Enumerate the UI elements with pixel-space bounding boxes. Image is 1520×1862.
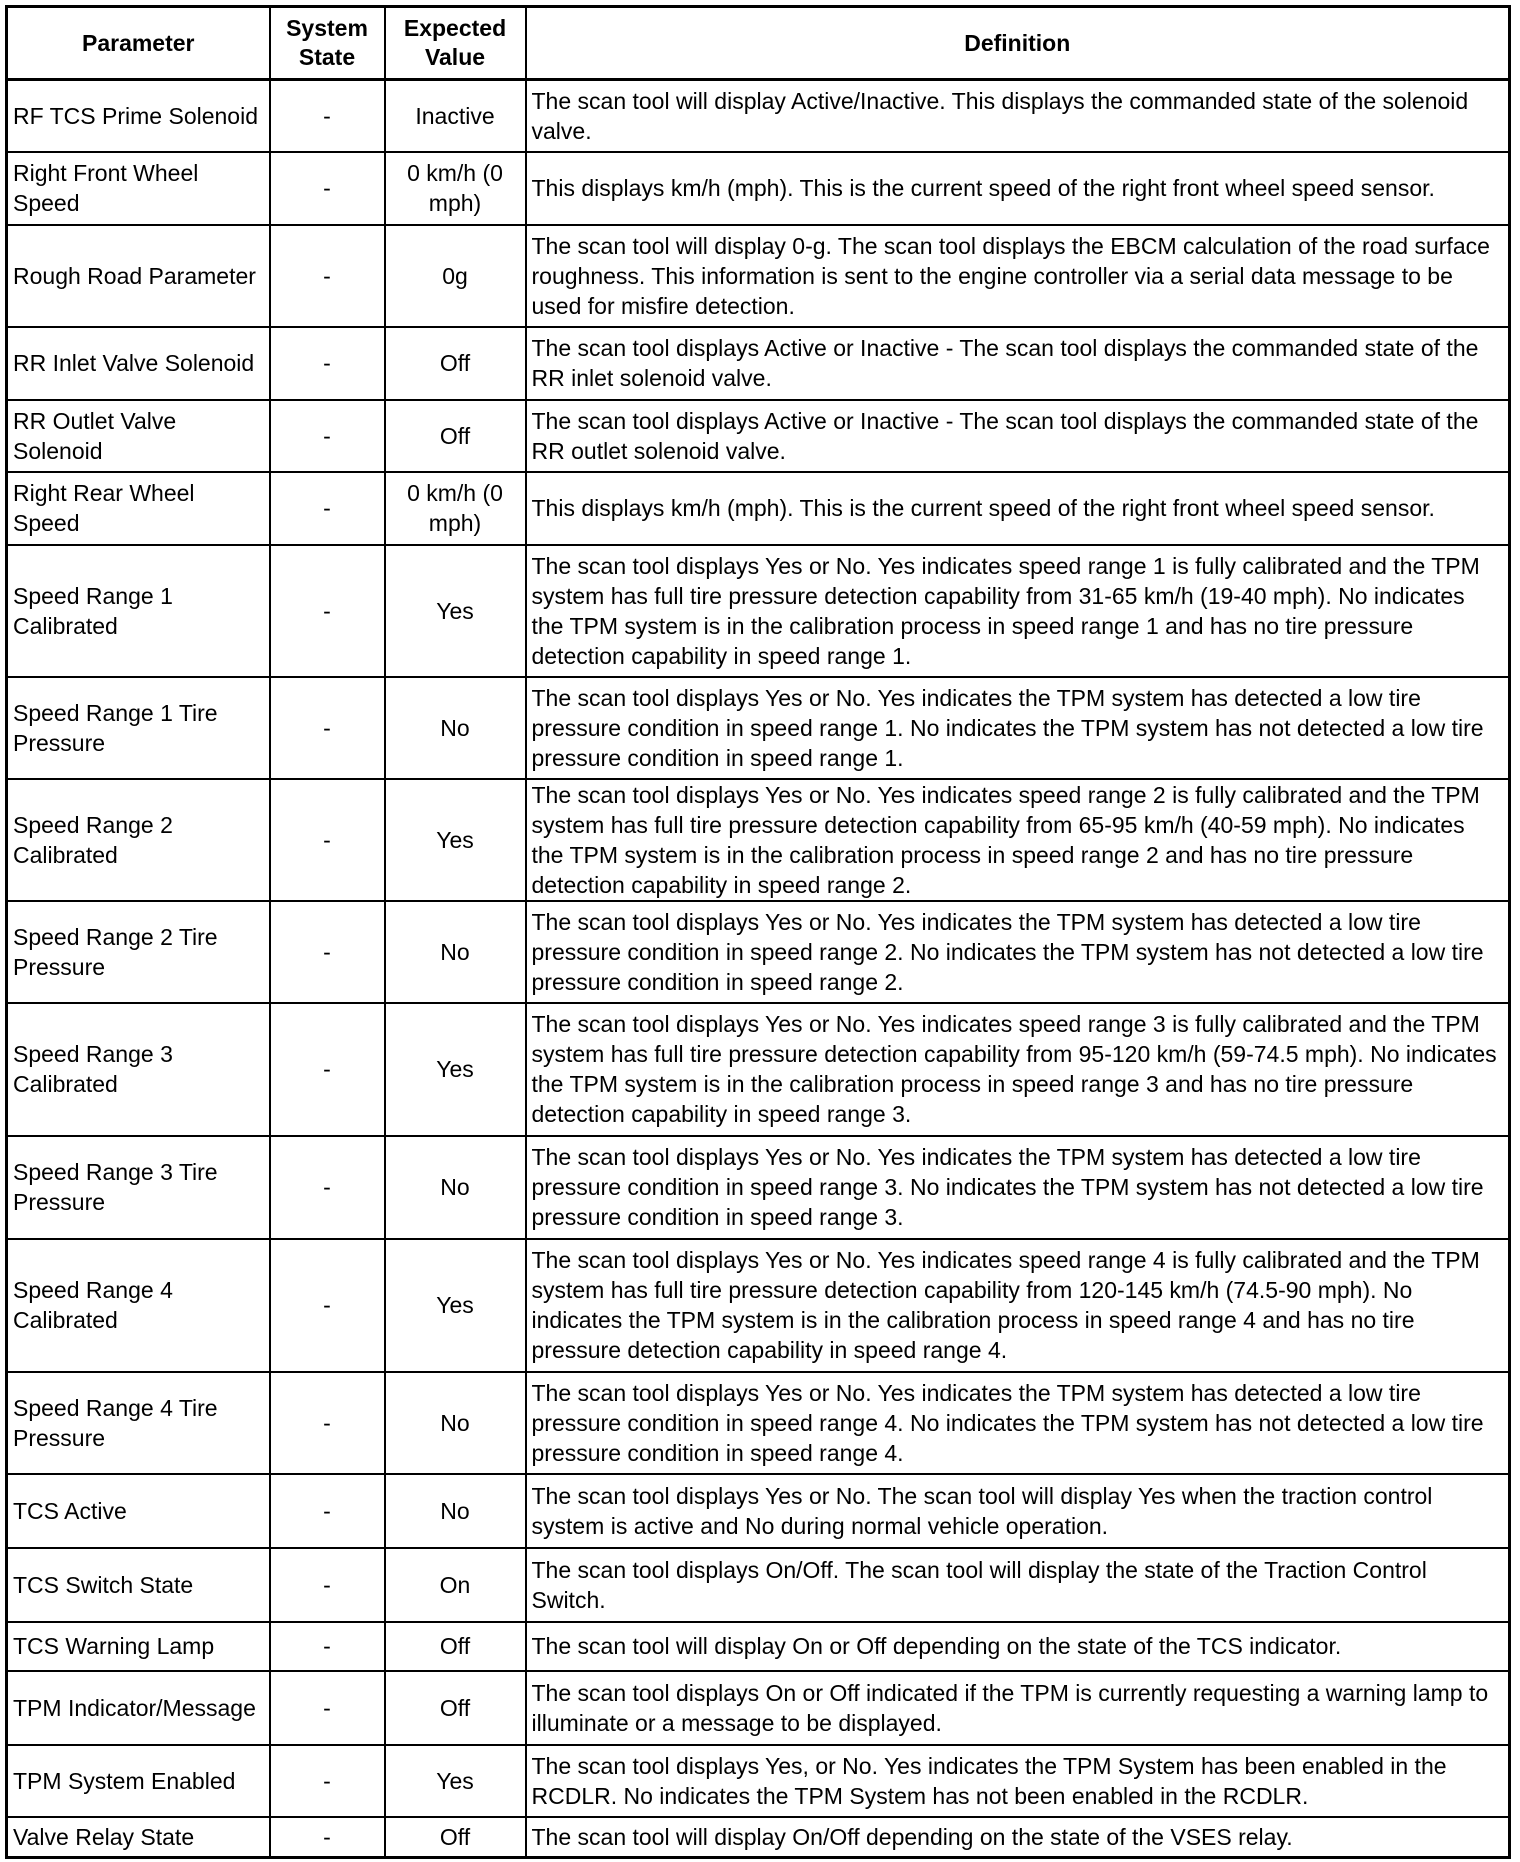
expected-value-cell: No: [385, 1372, 526, 1474]
system-state-cell: -: [270, 400, 385, 472]
definition-cell: This displays km/h (mph). This is the current speed of the right front wheel speed sensor.: [526, 152, 1510, 225]
table-row: [7, 1136, 1510, 1239]
parameter-cell: Speed Range 2 Calibrated: [7, 779, 270, 901]
expected-value-cell: Inactive: [385, 80, 526, 152]
system-state-cell: -: [270, 1239, 385, 1372]
table-header: [7, 7, 1510, 80]
parameter-cell: TPM Indicator/Message: [7, 1671, 270, 1745]
definition-cell: The scan tool displays Yes or No. Yes indicates the TPM system has detected a low tire pressure condition in speed range 1. No indicates the TPM system has not detected a low tire pressure condition in speed range 1.: [526, 677, 1510, 779]
definition-cell: The scan tool displays On/Off. The scan tool will display the state of the Traction Control Switch.: [526, 1548, 1510, 1622]
header-definition: Definition: [526, 7, 1510, 80]
parameter-cell: Speed Range 2 Tire Pressure: [7, 901, 270, 1003]
definition-cell: This displays km/h (mph). This is the current speed of the right front wheel speed sensor.: [526, 472, 1510, 545]
definition-cell: The scan tool displays Yes or No. Yes indicates speed range 4 is fully calibrated and the TPM system has full tire pressure detection capability from 120-145 km/h (74.5-90 mph). No indicates the TPM system is in the calibration process in speed range 4 and has no tire pressure detection capability in speed range 4.: [526, 1239, 1510, 1372]
parameter-cell: Speed Range 3 Tire Pressure: [7, 1136, 270, 1239]
parameter-cell: Valve Relay State: [7, 1817, 270, 1858]
definition-cell: The scan tool displays Yes, or No. Yes indicates the TPM System has been enabled in the RCDLR. No indicates the TPM System has not been enabled in the RCDLR.: [526, 1745, 1510, 1817]
table-row: [7, 1239, 1510, 1372]
table-row: [7, 400, 1510, 472]
table-row: [7, 1474, 1510, 1548]
expected-value-cell: Yes: [385, 779, 526, 901]
table-row: [7, 1745, 1510, 1817]
system-state-cell: -: [270, 472, 385, 545]
expected-value-cell: No: [385, 1136, 526, 1239]
parameter-cell: Speed Range 3 Calibrated: [7, 1003, 270, 1136]
expected-value-cell: Off: [385, 400, 526, 472]
system-state-cell: -: [270, 327, 385, 400]
definition-cell: The scan tool displays Yes or No. Yes indicates speed range 1 is fully calibrated and the TPM system has full tire pressure detection capability from 31-65 km/h (19-40 mph). No indicates the TPM system is in the calibration process in speed range 1 and has no tire pressure detection capability in speed range 1.: [526, 545, 1510, 677]
table-row: [7, 1622, 1510, 1671]
expected-value-cell: Off: [385, 1671, 526, 1745]
expected-value-cell: Off: [385, 1817, 526, 1858]
definition-cell: The scan tool displays On or Off indicated if the TPM is currently requesting a warning lamp to illuminate or a message to be displayed.: [526, 1671, 1510, 1745]
definition-cell: The scan tool displays Yes or No. Yes indicates the TPM system has detected a low tire pressure condition in speed range 4. No indicates the TPM system has not detected a low tire pressure condition in speed range 4.: [526, 1372, 1510, 1474]
parameter-cell: TCS Switch State: [7, 1548, 270, 1622]
parameter-cell: TPM System Enabled: [7, 1745, 270, 1817]
definition-cell: The scan tool displays Yes or No. Yes indicates speed range 3 is fully calibrated and the TPM system has full tire pressure detection capability from 95-120 km/h (59-74.5 mph). No indicates the TPM system is in the calibration process in speed range 3 and has no tire pressure detection capability in speed range 3.: [526, 1003, 1510, 1136]
parameter-cell: TCS Active: [7, 1474, 270, 1548]
expected-value-cell: 0g: [385, 225, 526, 327]
expected-value-cell: Yes: [385, 545, 526, 677]
expected-value-cell: Yes: [385, 1239, 526, 1372]
table-row: [7, 1817, 1510, 1858]
definition-cell: The scan tool will display 0-g. The scan tool displays the EBCM calculation of the road surface roughness. This information is sent to the engine controller via a serial data message to be used for misfire detection.: [526, 225, 1510, 327]
parameter-cell: Right Rear Wheel Speed: [7, 472, 270, 545]
parameter-cell: RR Outlet Valve Solenoid: [7, 400, 270, 472]
header-expected-value: Expected Value: [385, 7, 526, 80]
parameter-cell: Speed Range 4 Tire Pressure: [7, 1372, 270, 1474]
definition-cell: The scan tool will display Active/Inactive. This displays the commanded state of the solenoid valve.: [526, 80, 1510, 152]
table-body: [7, 80, 1510, 1858]
expected-value-cell: No: [385, 1474, 526, 1548]
parameter-table: [5, 5, 1511, 1859]
system-state-cell: -: [270, 80, 385, 152]
definition-cell: The scan tool displays Active or Inactive - The scan tool displays the commanded state of the RR inlet solenoid valve.: [526, 327, 1510, 400]
definition-cell: The scan tool will display On/Off depending on the state of the VSES relay.: [526, 1817, 1510, 1858]
definition-cell: The scan tool displays Active or Inactive - The scan tool displays the commanded state of the RR outlet solenoid valve.: [526, 400, 1510, 472]
system-state-cell: -: [270, 225, 385, 327]
header-parameter: Parameter: [7, 7, 270, 80]
table-row: [7, 1671, 1510, 1745]
expected-value-cell: 0 km/h (0 mph): [385, 152, 526, 225]
parameter-cell: Speed Range 4 Calibrated: [7, 1239, 270, 1372]
system-state-cell: -: [270, 1817, 385, 1858]
expected-value-cell: Yes: [385, 1003, 526, 1136]
header-row: [7, 7, 1510, 80]
table-row: [7, 472, 1510, 545]
parameter-cell: RR Inlet Valve Solenoid: [7, 327, 270, 400]
table-row: [7, 677, 1510, 779]
system-state-cell: -: [270, 1622, 385, 1671]
table-row: [7, 1003, 1510, 1136]
expected-value-cell: No: [385, 677, 526, 779]
system-state-cell: -: [270, 1474, 385, 1548]
parameter-cell: Speed Range 1 Calibrated: [7, 545, 270, 677]
system-state-cell: -: [270, 1003, 385, 1136]
system-state-cell: -: [270, 545, 385, 677]
table-row: [7, 80, 1510, 152]
expected-value-cell: On: [385, 1548, 526, 1622]
system-state-cell: -: [270, 779, 385, 901]
header-system-state: System State: [270, 7, 385, 80]
expected-value-cell: Yes: [385, 1745, 526, 1817]
definition-cell: The scan tool will display On or Off depending on the state of the TCS indicator.: [526, 1622, 1510, 1671]
definition-cell: The scan tool displays Yes or No. Yes indicates speed range 2 is fully calibrated and the TPM system has full tire pressure detection capability from 65-95 km/h (40-59 mph). No indicates the TPM system is in the calibration process in speed range 2 and has no tire pressure detection capability in speed range 2.: [526, 779, 1510, 901]
parameter-cell: Rough Road Parameter: [7, 225, 270, 327]
expected-value-cell: Off: [385, 327, 526, 400]
table-row: [7, 327, 1510, 400]
parameter-cell: TCS Warning Lamp: [7, 1622, 270, 1671]
parameter-cell: Speed Range 1 Tire Pressure: [7, 677, 270, 779]
system-state-cell: -: [270, 1372, 385, 1474]
parameter-cell: RF TCS Prime Solenoid: [7, 80, 270, 152]
table-row: [7, 901, 1510, 1003]
table-row: [7, 225, 1510, 327]
table-row: [7, 1372, 1510, 1474]
system-state-cell: -: [270, 1745, 385, 1817]
table-row: [7, 545, 1510, 677]
system-state-cell: -: [270, 1136, 385, 1239]
table-row: [7, 779, 1510, 901]
system-state-cell: -: [270, 1671, 385, 1745]
system-state-cell: -: [270, 152, 385, 225]
definition-cell: The scan tool displays Yes or No. Yes indicates the TPM system has detected a low tire pressure condition in speed range 2. No indicates the TPM system has not detected a low tire pressure condition in speed range 2.: [526, 901, 1510, 1003]
system-state-cell: -: [270, 677, 385, 779]
parameter-cell: Right Front Wheel Speed: [7, 152, 270, 225]
expected-value-cell: No: [385, 901, 526, 1003]
table-row: [7, 152, 1510, 225]
definition-cell: The scan tool displays Yes or No. Yes indicates the TPM system has detected a low tire pressure condition in speed range 3. No indicates the TPM system has not detected a low tire pressure condition in speed range 3.: [526, 1136, 1510, 1239]
expected-value-cell: 0 km/h (0 mph): [385, 472, 526, 545]
system-state-cell: -: [270, 1548, 385, 1622]
definition-cell: The scan tool displays Yes or No. The scan tool will display Yes when the traction control system is active and No during normal vehicle operation.: [526, 1474, 1510, 1548]
expected-value-cell: Off: [385, 1622, 526, 1671]
table-row: [7, 1548, 1510, 1622]
system-state-cell: -: [270, 901, 385, 1003]
